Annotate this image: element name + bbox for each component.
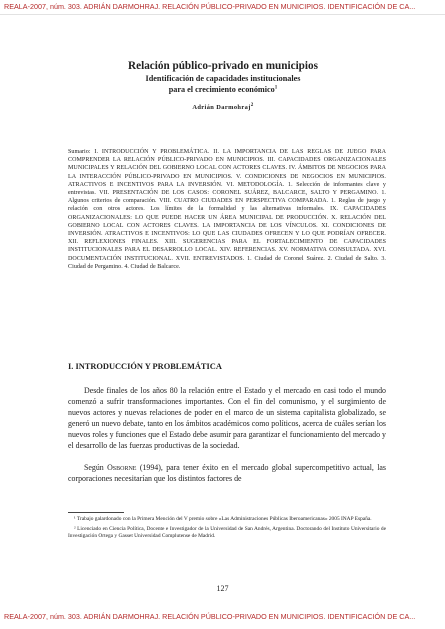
subtitle-line2-text: para el crecimiento económico bbox=[168, 85, 275, 94]
page-number: 127 bbox=[216, 584, 229, 593]
author-name: Adrián Darmohraj bbox=[192, 104, 251, 111]
footnote-1: ¹ Trabajo galardonado con la Primera Mención del V premio sobre «Las Administraciones Públicas Iberoamericanas» 2005 INAP España. bbox=[74, 516, 372, 522]
footnote-divider bbox=[68, 512, 124, 513]
footer-band: REALA-2007, núm. 303. ADRIÁN DARMOHRAJ. RELACIÓN PÚBLICO-PRIVADO EN MUNICIPIOS. IDENTIFICACIÓN DE CA... bbox=[4, 612, 416, 621]
article-author bbox=[60, 104, 386, 112]
section-heading: I. INTRODUCCIÓN Y PROBLEMÁTICA bbox=[68, 362, 222, 371]
body-text bbox=[68, 385, 386, 484]
summary-paragraph: Sumario: I. INTRODUCCIÓN Y PROBLEMÁTICA. II. LA IMPORTANCIA DE LAS REGLAS DE JUEGO PARA COMPRENDER LA RELACIÓN PÚBLICO-PRIVADO EN MUNICIPIOS. III. CAPACIDADES ORGANIZACIONALES MUNICIPALES Y RELACIÓN DEL GOBIERNO LOCAL CON ACTORES CLAVES. IV. ÁMBITOS DE NEGOCIOS PARA LA INTERACCIÓN PÚBLICO-PRIVADO EN MUNICIPIOS. V. CONDICIONES DE NEGOCIOS EN MUNICIPIOS. ATRACTIVOS E INCENTIVOS PARA LA INVERSIÓN. VI. METODOLOGÍA. 1. Selección de informantes clave y entrevistas. VII. PRESENTACIÓN DE LOS CASOS: CORONEL SUÁREZ, BALCARCE, SALTO Y PERGAMINO. 1. Algunos criterios de comparación. VIII. CUATRO CIUDADES EN PERSPECTIVA COMPARADA. 1. Reglas de juego y relación con otros actores. Los límites de la formalidad y las alternativas informales. IX. CAPACIDADES ORGANIZACIONALES: LO QUE PUEDE HACER UN ÁREA MUNICIPAL DE PRODUCCIÓN. X. RELACIÓN DEL GOBIERNO LOCAL CON ACTORES CLAVES. LA IMPORTANCIA DE LOS VÍNCULOS. XI. CONDICIONES DE INVERSIÓN. ATRACTIVOS E INCENTIVOS: LO QUE LAS CIUDADES OFRECEN Y LO QUE PODRÍAN OFRECER. XII. REFLEXIONES FINALES. XIII. SUGERENCIAS PARA EL FORTALECIMIENTO DE CAPACIDADES INSTITUCIONALES PARA EL DESARROLLO LOCAL. XIV. REFERENCIAS. XV. NORMATIVA CONSULTADA. XVI. DOCUMENTACIÓN INSTITUCIONAL. XVII. ENTREVISTADOS. 1. Ciudad de Coronel Suárez. 2. Ciudad de Salto. 3. Ciudad de Pergamino. 4. Ciudad de Balcarce. bbox=[68, 149, 386, 270]
header-divider bbox=[0, 14, 445, 15]
paragraph2-lead: Según bbox=[84, 462, 108, 472]
footnote-2: ² Licenciado en Ciencia Política, Docente e Investigador de la Universidad de San Andrés, Argentina. Doctorando del Instituto Universitario de Investigación Ortega y Gasset Universidad Complutense de Madrid. bbox=[68, 526, 386, 539]
article-subtitle-line2 bbox=[60, 85, 386, 95]
body-paragraph-2 bbox=[68, 462, 386, 484]
body-paragraph-1: Desde finales de los años 80 la relación entre el Estado y el mercado en casi todo el mundo comenzó a sufrir transformaciones importantes. Con el fin del comunismo, y el surgimiento de nuevos actores y nuevas relaciones de poder en el marco de un sistema capitalista globalizado, se generó un nuevo debate, tanto en los ámbitos académicos como políticos, acerca de cuáles serían los nuevos roles y funciones que el Estado debe asumir para garantizar el funcionamiento del mercado y el desarrollo de las fuerzas productivas de la sociedad. bbox=[68, 386, 386, 451]
article-subtitle-line1: Identificación de capacidades institucionales bbox=[145, 74, 301, 83]
footnotes bbox=[68, 516, 386, 540]
article-title: Relación público-privado en municipios bbox=[128, 60, 318, 72]
paragraph2-rest: (1994), para tener éxito en el mercado global supercompetitivo actual, las corporaciones necesitarían que los distintos factores de bbox=[68, 462, 386, 483]
author-footnote-marker: 2 bbox=[250, 102, 254, 108]
cited-author: Osborne bbox=[107, 462, 137, 472]
header-band: REALA-2007, núm. 303. ADRIÁN DARMOHRAJ. RELACIÓN PÚBLICO-PRIVADO EN MUNICIPIOS. IDENTIFICACIÓN DE CA... bbox=[4, 2, 416, 11]
title-block bbox=[60, 60, 386, 112]
subtitle-footnote-marker: 1 bbox=[274, 85, 278, 91]
